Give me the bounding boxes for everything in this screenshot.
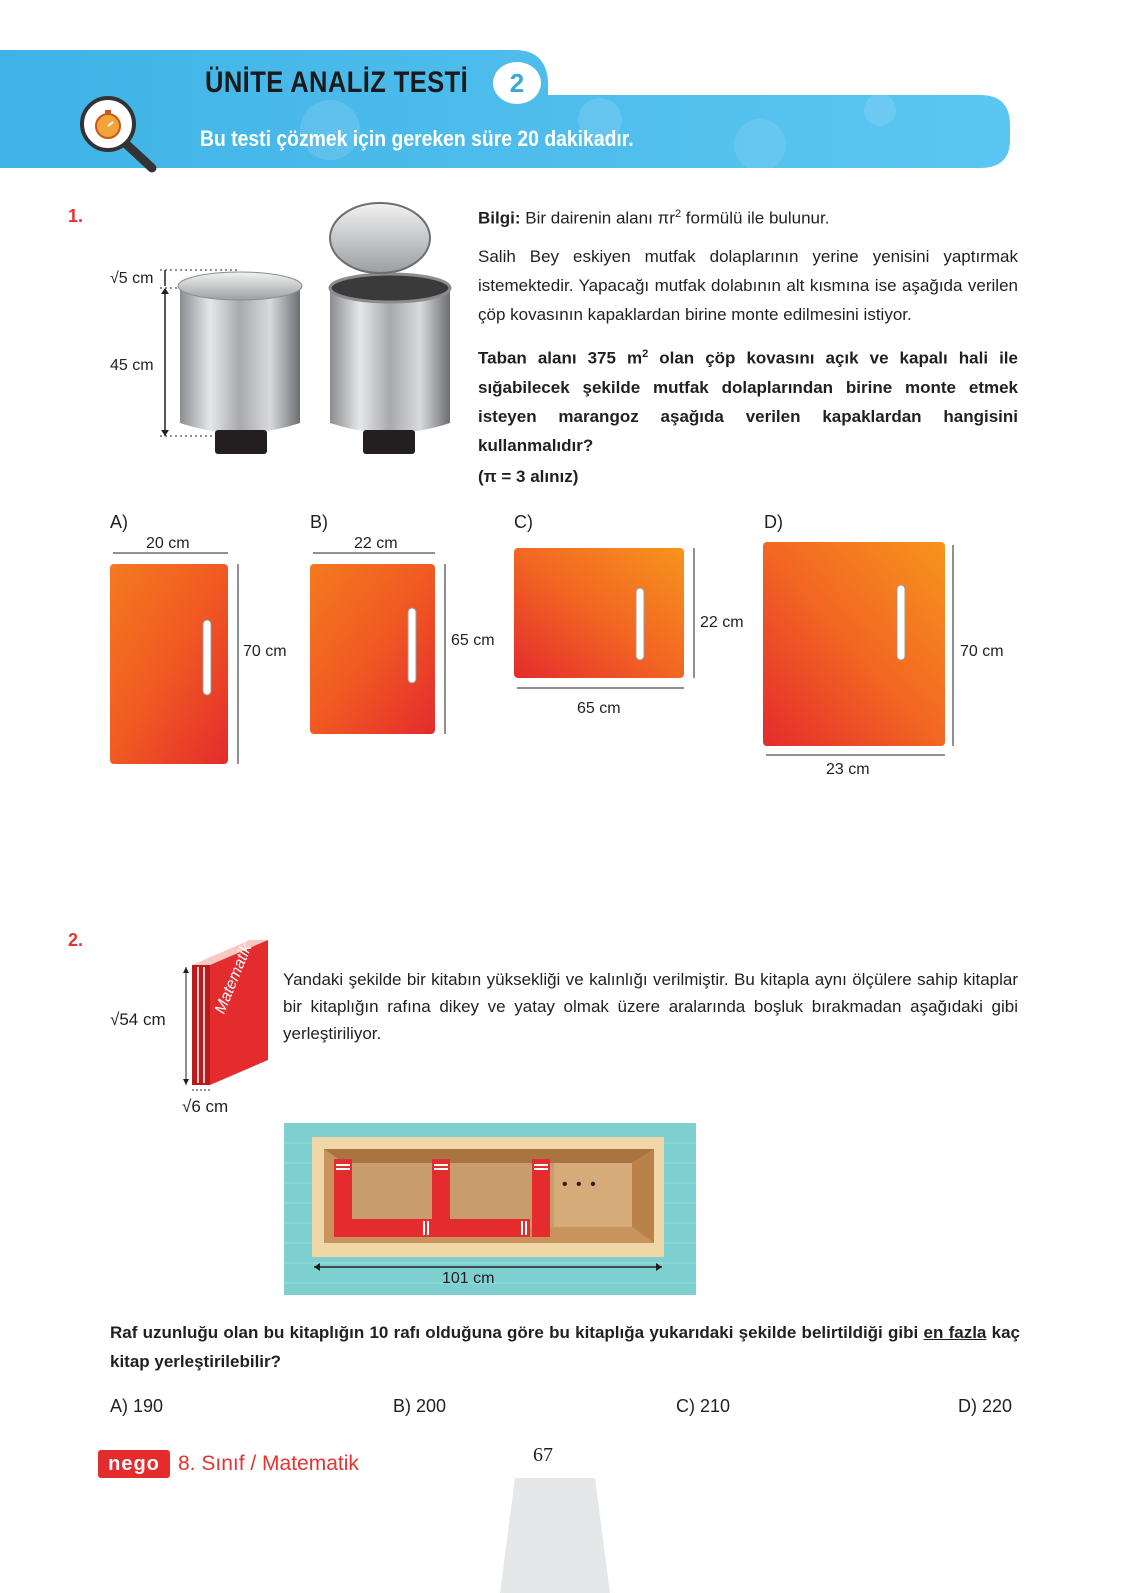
option-a-letter[interactable]: A) [110, 512, 128, 532]
pi-note: (π = 3 alınız) [478, 467, 579, 486]
answer-b[interactable]: B) 200 [393, 1396, 447, 1416]
option-c-letter[interactable]: C) [514, 512, 533, 532]
page-title: ÜNİTE ANALİZ TESTİ [205, 66, 469, 99]
option-d-width: 23 cm [826, 761, 870, 778]
footer-label: 8. Sınıf / Matematik [178, 1452, 359, 1475]
question-2-number: 2. [68, 930, 84, 950]
info-line: Bilgi: Bir dairenin alanı $\pi r^2$ formülü ile bulunur. [478, 208, 830, 228]
option-d-height: 70 cm [960, 643, 1004, 660]
trash-bin-illustration [105, 198, 455, 466]
publisher-logo: nego [98, 1450, 170, 1478]
door-a [110, 564, 228, 764]
option-a-height: 70 cm [243, 643, 287, 660]
answer-c[interactable]: C) 210 [676, 1396, 731, 1416]
door-d [763, 542, 945, 746]
q1-question: Taban alanı 375 $m^2$ olan çöp kovasını açık ve kapalı hali ile sığabilecek şekilde mutfak dolaplarından birine monte etmek isteyen marangoz aşağıda verilen kapaklardan hangisini kullanmalıdır? [478, 348, 1018, 455]
shelf-ellipsis: • • • [562, 1176, 598, 1193]
body-height-label: 45 cm [110, 357, 154, 374]
option-c-width: 65 cm [577, 700, 621, 717]
book-height-label: √54 cm [110, 1010, 166, 1029]
option-a-width: 20 cm [146, 535, 190, 552]
shelf-length-label: 101 cm [442, 1270, 495, 1287]
option-d-letter[interactable]: D) [764, 512, 783, 532]
q2-question: Raf uzunluğu olan bu kitaplığın 10 rafı olduğuna göre bu kitaplığa yukarıdaki şekilde belirtildiği gibi en fazla kaç kitap yerleştirilebilir? [110, 1323, 1020, 1371]
option-b-letter[interactable]: B) [310, 512, 328, 532]
book-thickness-label: √6 cm [182, 1097, 229, 1116]
option-b-height: 65 cm [451, 632, 495, 649]
lid-height-label: √5 cm [110, 270, 154, 287]
page-number-tab [500, 1478, 610, 1593]
stopwatch-magnifier-icon [80, 96, 166, 176]
answer-d[interactable]: D) 220 [958, 1396, 1013, 1416]
question-1-number: 1. [68, 206, 84, 226]
book-title: Matematik [212, 941, 256, 1017]
door-c [514, 548, 684, 678]
answer-a[interactable]: A) 190 [110, 1396, 164, 1416]
page-number: 67 [533, 1444, 553, 1466]
q1-paragraph: Salih Bey eskiyen mutfak dolaplarının yerine yenisini yaptırmak istemektedir. Yapacağı mutfak dolabının alt kısmına ise aşağıda verilen çöp kovasının kapaklardan birine monte edilmesini istiyor. [478, 247, 1018, 324]
time-note: Bu testi çözmek için gereken süre 20 dakikadır. [200, 126, 634, 151]
q2-paragraph: Yandaki şekilde bir kitabın yüksekliği ve kalınlığı verilmiştir. Bu kitapla aynı ölçülere sahip kitaplar bir kitaplığın rafına dikey ve yatay olmak üzere aralarında boşluk bırakmadan aşağıdaki gibi yerleştiriliyor. [283, 970, 1018, 1043]
test-number-badge: 2 [493, 62, 541, 104]
option-b-width: 22 cm [354, 535, 398, 552]
door-b [310, 564, 435, 734]
option-c-height: 22 cm [700, 614, 744, 631]
